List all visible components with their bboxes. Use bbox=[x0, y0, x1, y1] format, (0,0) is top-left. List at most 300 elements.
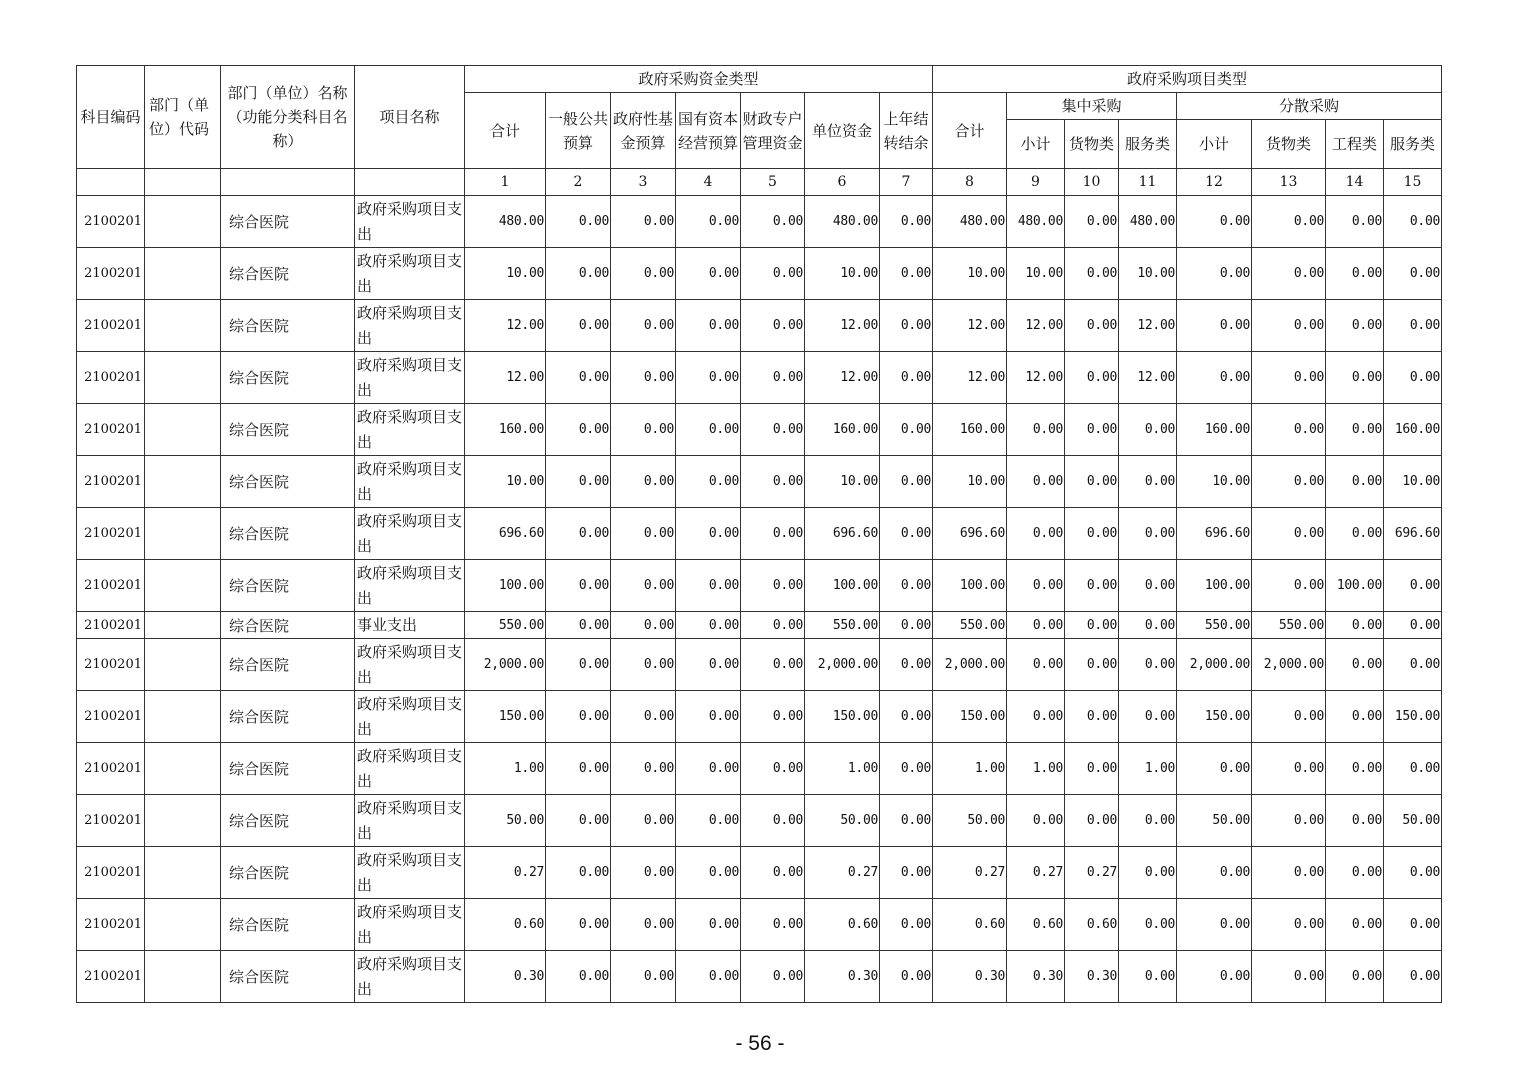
amount-cell: 1.00 bbox=[1119, 743, 1177, 795]
amount-cell: 0.00 bbox=[546, 639, 611, 691]
amount-cell: 12.00 bbox=[805, 300, 880, 352]
table-row bbox=[77, 847, 1442, 899]
amount-cell: 0.00 bbox=[1065, 248, 1119, 300]
table-row bbox=[77, 951, 1442, 1003]
amount-cell: 0.00 bbox=[1252, 743, 1326, 795]
dept-name-cell: 综合医院 bbox=[221, 795, 355, 847]
amount-cell: 550.00 bbox=[1177, 612, 1252, 639]
amount-cell: 10.00 bbox=[1384, 456, 1442, 508]
amount-cell: 0.00 bbox=[676, 691, 741, 743]
amount-cell: 696.60 bbox=[805, 508, 880, 560]
amount-cell: 160.00 bbox=[933, 404, 1007, 456]
subject-code-cell: 2100201 bbox=[77, 300, 145, 352]
dept-code-cell bbox=[145, 508, 221, 560]
dept-code-cell bbox=[145, 899, 221, 951]
amount-cell: 696.60 bbox=[1384, 508, 1442, 560]
table-row bbox=[77, 404, 1442, 456]
amount-cell: 480.00 bbox=[933, 196, 1007, 248]
dept-code-cell bbox=[145, 300, 221, 352]
amount-cell: 0.00 bbox=[676, 352, 741, 404]
amount-cell: 550.00 bbox=[465, 612, 546, 639]
amount-cell: 480.00 bbox=[1119, 196, 1177, 248]
column-number-row bbox=[77, 169, 1442, 196]
amount-cell: 0.00 bbox=[1177, 743, 1252, 795]
amount-cell: 0.30 bbox=[1065, 951, 1119, 1003]
amount-cell: 0.00 bbox=[676, 196, 741, 248]
amount-cell: 0.00 bbox=[1065, 639, 1119, 691]
amount-cell: 696.60 bbox=[1177, 508, 1252, 560]
amount-cell: 550.00 bbox=[1252, 612, 1326, 639]
amount-cell: 0.00 bbox=[676, 899, 741, 951]
dept-name-cell: 综合医院 bbox=[221, 560, 355, 612]
amount-cell: 0.00 bbox=[880, 196, 933, 248]
dept-code-cell bbox=[145, 456, 221, 508]
table-row bbox=[77, 456, 1442, 508]
amount-cell: 150.00 bbox=[805, 691, 880, 743]
amount-cell: 0.00 bbox=[741, 248, 805, 300]
amount-cell: 0.00 bbox=[1326, 352, 1384, 404]
table-row bbox=[77, 508, 1442, 560]
amount-cell: 12.00 bbox=[805, 352, 880, 404]
amount-cell: 2,000.00 bbox=[933, 639, 1007, 691]
amount-cell: 0.00 bbox=[1065, 691, 1119, 743]
amount-cell: 0.00 bbox=[611, 404, 676, 456]
project-name-cell: 政府采购项目支出 bbox=[355, 352, 465, 404]
amount-cell: 0.00 bbox=[1384, 612, 1442, 639]
amount-cell: 0.00 bbox=[1065, 404, 1119, 456]
project-name-cell: 政府采购项目支出 bbox=[355, 248, 465, 300]
amount-cell: 12.00 bbox=[465, 300, 546, 352]
amount-cell: 0.00 bbox=[1177, 248, 1252, 300]
amount-cell: 0.00 bbox=[1007, 404, 1065, 456]
amount-cell: 0.00 bbox=[546, 508, 611, 560]
subject-code-cell: 2100201 bbox=[77, 560, 145, 612]
dept-name-cell: 综合医院 bbox=[221, 404, 355, 456]
amount-cell: 12.00 bbox=[1007, 300, 1065, 352]
amount-cell: 0.00 bbox=[546, 691, 611, 743]
column-number: 14 bbox=[1326, 169, 1384, 196]
table-body bbox=[77, 196, 1442, 1003]
subject-code-cell: 2100201 bbox=[77, 352, 145, 404]
dept-name-cell: 综合医院 bbox=[221, 196, 355, 248]
amount-cell: 0.00 bbox=[1007, 639, 1065, 691]
amount-cell: 10.00 bbox=[933, 248, 1007, 300]
amount-cell: 12.00 bbox=[1007, 352, 1065, 404]
amount-cell: 0.00 bbox=[676, 743, 741, 795]
project-name-cell: 政府采购项目支出 bbox=[355, 560, 465, 612]
amount-cell: 0.00 bbox=[676, 508, 741, 560]
dept-code-cell bbox=[145, 404, 221, 456]
amount-cell: 0.00 bbox=[676, 300, 741, 352]
subject-code-cell: 2100201 bbox=[77, 248, 145, 300]
amount-cell: 0.00 bbox=[880, 743, 933, 795]
amount-cell: 0.00 bbox=[1252, 352, 1326, 404]
column-number: 12 bbox=[1177, 169, 1252, 196]
amount-cell: 0.00 bbox=[1326, 300, 1384, 352]
amount-cell: 0.00 bbox=[611, 508, 676, 560]
header-fund-col-6: 单位资金 bbox=[805, 93, 880, 169]
table-row bbox=[77, 196, 1442, 248]
column-number: 3 bbox=[611, 169, 676, 196]
amount-cell: 0.00 bbox=[880, 248, 933, 300]
project-name-cell: 政府采购项目支出 bbox=[355, 951, 465, 1003]
amount-cell: 10.00 bbox=[805, 248, 880, 300]
dept-code-cell bbox=[145, 951, 221, 1003]
header-project-type-group: 政府采购项目类型 bbox=[933, 66, 1442, 93]
subject-code-cell: 2100201 bbox=[77, 951, 145, 1003]
amount-cell: 0.00 bbox=[1065, 352, 1119, 404]
amount-cell: 0.00 bbox=[1252, 404, 1326, 456]
amount-cell: 0.00 bbox=[546, 404, 611, 456]
amount-cell: 0.00 bbox=[1065, 300, 1119, 352]
amount-cell: 0.00 bbox=[546, 196, 611, 248]
amount-cell: 0.00 bbox=[1065, 612, 1119, 639]
amount-cell: 50.00 bbox=[805, 795, 880, 847]
subject-code-cell: 2100201 bbox=[77, 196, 145, 248]
amount-cell: 0.00 bbox=[1119, 639, 1177, 691]
amount-cell: 150.00 bbox=[933, 691, 1007, 743]
amount-cell: 0.00 bbox=[880, 691, 933, 743]
amount-cell: 0.00 bbox=[676, 847, 741, 899]
amount-cell: 0.00 bbox=[1177, 196, 1252, 248]
column-number: 10 bbox=[1065, 169, 1119, 196]
header-fund-col-4: 国有资本经营预算 bbox=[676, 93, 741, 169]
dept-name-cell: 综合医院 bbox=[221, 508, 355, 560]
subject-code-cell: 2100201 bbox=[77, 508, 145, 560]
header-fund-col-5: 财政专户管理资金 bbox=[741, 93, 805, 169]
amount-cell: 0.00 bbox=[611, 951, 676, 1003]
dept-code-cell bbox=[145, 847, 221, 899]
header-central-subtotal: 小计 bbox=[1007, 120, 1065, 169]
subject-code-cell: 2100201 bbox=[77, 743, 145, 795]
amount-cell: 0.00 bbox=[741, 691, 805, 743]
header-fund-type-group: 政府采购资金类型 bbox=[465, 66, 933, 93]
amount-cell: 0.00 bbox=[611, 248, 676, 300]
amount-cell: 1.00 bbox=[805, 743, 880, 795]
amount-cell: 0.30 bbox=[933, 951, 1007, 1003]
amount-cell: 0.00 bbox=[1384, 196, 1442, 248]
amount-cell: 0.00 bbox=[1007, 560, 1065, 612]
amount-cell: 0.00 bbox=[741, 560, 805, 612]
amount-cell: 0.00 bbox=[1252, 560, 1326, 612]
dept-code-cell bbox=[145, 560, 221, 612]
project-name-cell: 政府采购项目支出 bbox=[355, 847, 465, 899]
amount-cell: 1.00 bbox=[465, 743, 546, 795]
amount-cell: 0.00 bbox=[880, 951, 933, 1003]
table-header bbox=[77, 66, 1442, 196]
column-number: 5 bbox=[741, 169, 805, 196]
table-row bbox=[77, 560, 1442, 612]
amount-cell: 0.00 bbox=[676, 248, 741, 300]
dept-code-cell bbox=[145, 248, 221, 300]
amount-cell: 0.00 bbox=[1119, 951, 1177, 1003]
subject-code-cell: 2100201 bbox=[77, 639, 145, 691]
amount-cell: 0.00 bbox=[611, 743, 676, 795]
table-row bbox=[77, 743, 1442, 795]
amount-cell: 10.00 bbox=[805, 456, 880, 508]
amount-cell: 0.30 bbox=[465, 951, 546, 1003]
amount-cell: 0.00 bbox=[611, 691, 676, 743]
amount-cell: 150.00 bbox=[1384, 691, 1442, 743]
amount-cell: 2,000.00 bbox=[1177, 639, 1252, 691]
amount-cell: 0.00 bbox=[880, 639, 933, 691]
amount-cell: 0.00 bbox=[611, 560, 676, 612]
amount-cell: 1.00 bbox=[1007, 743, 1065, 795]
amount-cell: 12.00 bbox=[933, 352, 1007, 404]
amount-cell: 0.00 bbox=[1065, 456, 1119, 508]
header-decentral-goods: 货物类 bbox=[1252, 120, 1326, 169]
amount-cell: 0.00 bbox=[880, 456, 933, 508]
amount-cell: 100.00 bbox=[1177, 560, 1252, 612]
subject-code-cell: 2100201 bbox=[77, 404, 145, 456]
header-central-services: 服务类 bbox=[1119, 120, 1177, 169]
amount-cell: 10.00 bbox=[465, 248, 546, 300]
header-project-name: 项目名称 bbox=[355, 66, 465, 169]
amount-cell: 0.00 bbox=[1384, 743, 1442, 795]
amount-cell: 550.00 bbox=[933, 612, 1007, 639]
amount-cell: 10.00 bbox=[1177, 456, 1252, 508]
table-row bbox=[77, 352, 1442, 404]
amount-cell: 1.00 bbox=[933, 743, 1007, 795]
amount-cell: 0.00 bbox=[1384, 847, 1442, 899]
amount-cell: 0.00 bbox=[611, 456, 676, 508]
amount-cell: 100.00 bbox=[933, 560, 1007, 612]
dept-code-cell bbox=[145, 691, 221, 743]
project-name-cell: 事业支出 bbox=[355, 612, 465, 639]
subject-code-cell: 2100201 bbox=[77, 899, 145, 951]
amount-cell: 0.00 bbox=[1177, 899, 1252, 951]
amount-cell: 0.00 bbox=[1252, 899, 1326, 951]
header-centralized: 集中采购 bbox=[1007, 93, 1177, 120]
project-name-cell: 政府采购项目支出 bbox=[355, 404, 465, 456]
amount-cell: 0.00 bbox=[741, 196, 805, 248]
dept-name-cell: 综合医院 bbox=[221, 847, 355, 899]
amount-cell: 0.00 bbox=[611, 612, 676, 639]
header-fund-col-2: 一般公共预算 bbox=[546, 93, 611, 169]
colnum-blank bbox=[221, 169, 355, 196]
amount-cell: 0.27 bbox=[465, 847, 546, 899]
table-row bbox=[77, 899, 1442, 951]
amount-cell: 0.27 bbox=[933, 847, 1007, 899]
amount-cell: 0.00 bbox=[880, 352, 933, 404]
header-dept-code: 部门（单位）代码 bbox=[145, 66, 221, 169]
subject-code-cell: 2100201 bbox=[77, 456, 145, 508]
header-subject-code: 科目编码 bbox=[77, 66, 145, 169]
header-central-goods: 货物类 bbox=[1065, 120, 1119, 169]
amount-cell: 0.00 bbox=[1384, 639, 1442, 691]
amount-cell: 0.00 bbox=[880, 847, 933, 899]
amount-cell: 0.00 bbox=[1326, 612, 1384, 639]
amount-cell: 0.27 bbox=[1007, 847, 1065, 899]
amount-cell: 0.00 bbox=[880, 508, 933, 560]
amount-cell: 50.00 bbox=[1384, 795, 1442, 847]
amount-cell: 150.00 bbox=[1177, 691, 1252, 743]
amount-cell: 696.60 bbox=[933, 508, 1007, 560]
dept-name-cell: 综合医院 bbox=[221, 456, 355, 508]
amount-cell: 0.00 bbox=[611, 795, 676, 847]
amount-cell: 0.00 bbox=[880, 404, 933, 456]
amount-cell: 480.00 bbox=[1007, 196, 1065, 248]
amount-cell: 12.00 bbox=[1119, 300, 1177, 352]
amount-cell: 0.00 bbox=[1177, 847, 1252, 899]
amount-cell: 0.00 bbox=[546, 612, 611, 639]
amount-cell: 0.00 bbox=[741, 639, 805, 691]
column-number: 9 bbox=[1007, 169, 1065, 196]
amount-cell: 0.00 bbox=[1326, 743, 1384, 795]
amount-cell: 2,000.00 bbox=[1252, 639, 1326, 691]
amount-cell: 480.00 bbox=[465, 196, 546, 248]
dept-code-cell bbox=[145, 612, 221, 639]
amount-cell: 0.00 bbox=[611, 300, 676, 352]
amount-cell: 0.00 bbox=[676, 404, 741, 456]
amount-cell: 12.00 bbox=[933, 300, 1007, 352]
table-row bbox=[77, 639, 1442, 691]
amount-cell: 0.00 bbox=[611, 899, 676, 951]
amount-cell: 0.00 bbox=[1119, 612, 1177, 639]
amount-cell: 0.00 bbox=[1252, 508, 1326, 560]
table-row bbox=[77, 691, 1442, 743]
header-total-col: 合计 bbox=[933, 93, 1007, 169]
amount-cell: 0.00 bbox=[1384, 300, 1442, 352]
amount-cell: 0.00 bbox=[1252, 248, 1326, 300]
amount-cell: 160.00 bbox=[805, 404, 880, 456]
amount-cell: 0.00 bbox=[1065, 508, 1119, 560]
amount-cell: 50.00 bbox=[1177, 795, 1252, 847]
amount-cell: 0.00 bbox=[1326, 899, 1384, 951]
table-row bbox=[77, 248, 1442, 300]
dept-code-cell bbox=[145, 196, 221, 248]
page-number: - 56 - bbox=[735, 1032, 785, 1055]
table-row bbox=[77, 300, 1442, 352]
colnum-blank bbox=[355, 169, 465, 196]
amount-cell: 0.00 bbox=[741, 795, 805, 847]
amount-cell: 50.00 bbox=[465, 795, 546, 847]
amount-cell: 0.00 bbox=[1177, 352, 1252, 404]
project-name-cell: 政府采购项目支出 bbox=[355, 639, 465, 691]
amount-cell: 0.00 bbox=[1326, 508, 1384, 560]
amount-cell: 480.00 bbox=[805, 196, 880, 248]
amount-cell: 0.00 bbox=[1252, 951, 1326, 1003]
amount-cell: 0.00 bbox=[1384, 248, 1442, 300]
amount-cell: 0.00 bbox=[611, 352, 676, 404]
amount-cell: 696.60 bbox=[465, 508, 546, 560]
amount-cell: 0.00 bbox=[546, 847, 611, 899]
amount-cell: 0.00 bbox=[880, 612, 933, 639]
column-number: 11 bbox=[1119, 169, 1177, 196]
amount-cell: 160.00 bbox=[1177, 404, 1252, 456]
amount-cell: 2,000.00 bbox=[805, 639, 880, 691]
amount-cell: 0.00 bbox=[1177, 951, 1252, 1003]
project-name-cell: 政府采购项目支出 bbox=[355, 456, 465, 508]
amount-cell: 0.00 bbox=[1065, 560, 1119, 612]
header-decentral-subtotal: 小计 bbox=[1177, 120, 1252, 169]
dept-name-cell: 综合医院 bbox=[221, 951, 355, 1003]
amount-cell: 160.00 bbox=[1384, 404, 1442, 456]
amount-cell: 0.00 bbox=[1252, 456, 1326, 508]
amount-cell: 0.00 bbox=[546, 456, 611, 508]
amount-cell: 0.00 bbox=[676, 795, 741, 847]
subject-code-cell: 2100201 bbox=[77, 847, 145, 899]
project-name-cell: 政府采购项目支出 bbox=[355, 899, 465, 951]
amount-cell: 0.00 bbox=[880, 300, 933, 352]
column-number: 13 bbox=[1252, 169, 1326, 196]
amount-cell: 0.00 bbox=[1119, 691, 1177, 743]
amount-cell: 0.60 bbox=[1007, 899, 1065, 951]
project-name-cell: 政府采购项目支出 bbox=[355, 508, 465, 560]
amount-cell: 10.00 bbox=[465, 456, 546, 508]
column-number: 1 bbox=[465, 169, 546, 196]
amount-cell: 10.00 bbox=[1007, 248, 1065, 300]
amount-cell: 0.00 bbox=[1384, 951, 1442, 1003]
dept-name-cell: 综合医院 bbox=[221, 899, 355, 951]
column-number: 15 bbox=[1384, 169, 1442, 196]
amount-cell: 0.00 bbox=[1119, 560, 1177, 612]
dept-name-cell: 综合医院 bbox=[221, 352, 355, 404]
subject-code-cell: 2100201 bbox=[77, 691, 145, 743]
amount-cell: 0.00 bbox=[1326, 196, 1384, 248]
amount-cell: 0.00 bbox=[741, 899, 805, 951]
amount-cell: 0.60 bbox=[465, 899, 546, 951]
dept-name-cell: 综合医院 bbox=[221, 300, 355, 352]
amount-cell: 0.00 bbox=[741, 456, 805, 508]
amount-cell: 0.00 bbox=[1065, 743, 1119, 795]
amount-cell: 0.00 bbox=[1119, 508, 1177, 560]
amount-cell: 0.00 bbox=[880, 795, 933, 847]
amount-cell: 100.00 bbox=[805, 560, 880, 612]
column-number: 7 bbox=[880, 169, 933, 196]
subject-code-cell: 2100201 bbox=[77, 612, 145, 639]
amount-cell: 100.00 bbox=[465, 560, 546, 612]
amount-cell: 0.00 bbox=[611, 639, 676, 691]
amount-cell: 0.00 bbox=[1252, 795, 1326, 847]
amount-cell: 0.00 bbox=[676, 612, 741, 639]
amount-cell: 0.00 bbox=[741, 352, 805, 404]
procurement-table bbox=[76, 65, 1442, 1003]
amount-cell: 0.00 bbox=[1007, 691, 1065, 743]
amount-cell: 0.30 bbox=[1007, 951, 1065, 1003]
amount-cell: 0.00 bbox=[1326, 691, 1384, 743]
subject-code-cell: 2100201 bbox=[77, 795, 145, 847]
amount-cell: 0.00 bbox=[676, 456, 741, 508]
amount-cell: 0.00 bbox=[741, 404, 805, 456]
header-fund-col-1: 合计 bbox=[465, 93, 546, 169]
amount-cell: 0.00 bbox=[1007, 456, 1065, 508]
amount-cell: 0.00 bbox=[1007, 612, 1065, 639]
amount-cell: 0.00 bbox=[1119, 847, 1177, 899]
dept-code-cell bbox=[145, 639, 221, 691]
project-name-cell: 政府采购项目支出 bbox=[355, 300, 465, 352]
amount-cell: 0.00 bbox=[1326, 795, 1384, 847]
amount-cell: 0.00 bbox=[676, 560, 741, 612]
amount-cell: 0.00 bbox=[1326, 248, 1384, 300]
amount-cell: 0.00 bbox=[1252, 847, 1326, 899]
table-row bbox=[77, 612, 1442, 639]
amount-cell: 150.00 bbox=[465, 691, 546, 743]
amount-cell: 0.00 bbox=[741, 508, 805, 560]
project-name-cell: 政府采购项目支出 bbox=[355, 196, 465, 248]
project-name-cell: 政府采购项目支出 bbox=[355, 691, 465, 743]
amount-cell: 0.00 bbox=[611, 847, 676, 899]
amount-cell: 0.00 bbox=[1326, 404, 1384, 456]
amount-cell: 0.60 bbox=[1065, 899, 1119, 951]
table-row bbox=[77, 795, 1442, 847]
amount-cell: 0.00 bbox=[1326, 639, 1384, 691]
dept-code-cell bbox=[145, 352, 221, 404]
dept-name-cell: 综合医院 bbox=[221, 691, 355, 743]
amount-cell: 0.60 bbox=[805, 899, 880, 951]
amount-cell: 0.00 bbox=[880, 899, 933, 951]
amount-cell: 0.00 bbox=[741, 847, 805, 899]
